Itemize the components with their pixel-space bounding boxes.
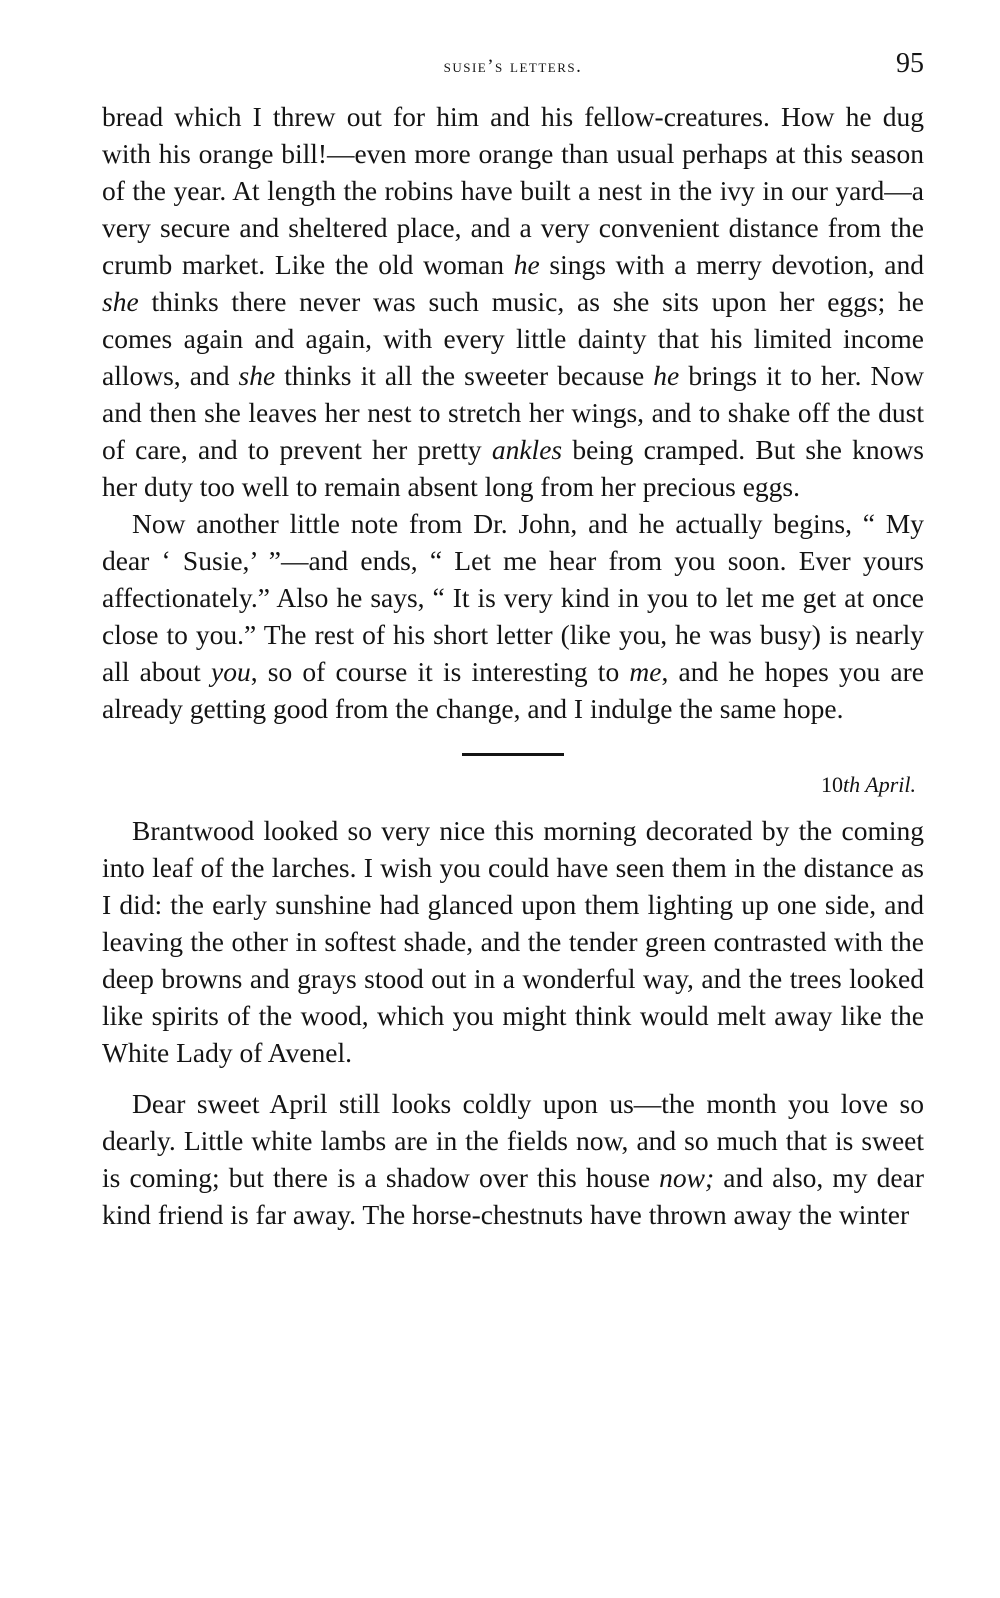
paragraph-april: Dear sweet April still looks coldly upon us—the month you love so dearly. Little white lambs are in the fields now, and so much that is sweet is coming; but there is a shadow over this house now; and also, my dear kind friend is far away. The horse-chestnuts have thrown away the winter — [102, 1088, 924, 1230]
page-header — [102, 48, 924, 98]
paragraph-robins: bread which I threw out for him and his fellow-creatures. How he dug with his orange bill!—even more orange than usual perhaps at this season of the year. At length the robins have built a nest in the ivy in our yard—a very secure and sheltered place, and a very convenient distance from the crumb market. Like the old woman he sings with a merry devotion, and she thinks there never was such music, as she sits upon her eggs; he comes again and again, with every little dainty that his limited income allows, and she thinks it all the sweeter because he brings it to her. Now and then she leaves her nest to stretch her wings, and to shake off the dust of care, and to prevent her pretty ankles being cramped. But she knows her duty too well to remain absent long from her precious eggs. — [102, 101, 924, 502]
book-page — [102, 48, 924, 1233]
letter-section-1 — [102, 98, 924, 727]
page-number: 95 — [896, 48, 924, 79]
running-head: susie’s letters. — [443, 56, 583, 77]
letter-section-2 — [102, 812, 924, 1233]
paragraph-dr-john: Now another little note from Dr. John, and he actually begins, “ My dear ‘ Susie,’ ”—and ends, “ Let me hear from you soon. Ever yours affectionately.” Also he says, “ It is very kind in you to let me get at once close to you.” The rest of his short letter (like you, he was busy) is nearly all about you, so of course it is interesting to me, and he hopes you are already getting good from the change, and I indulge the same hope. — [102, 508, 924, 724]
section-divider — [462, 753, 564, 756]
dateline: 10th April. — [821, 772, 916, 797]
paragraph-brantwood: Brantwood looked so very nice this morning decorated by the coming into leaf of the larches. I wish you could have seen them in the distance as I did: the early sunshine had glanced upon them lighting up one side, and leaving the other in softest shade, and the tender green contrasted with the deep browns and grays stood out in a wonderful way, and the trees looked like spirits of the wood, which you might think would melt away like the White Lady of Avenel. — [102, 815, 924, 1068]
